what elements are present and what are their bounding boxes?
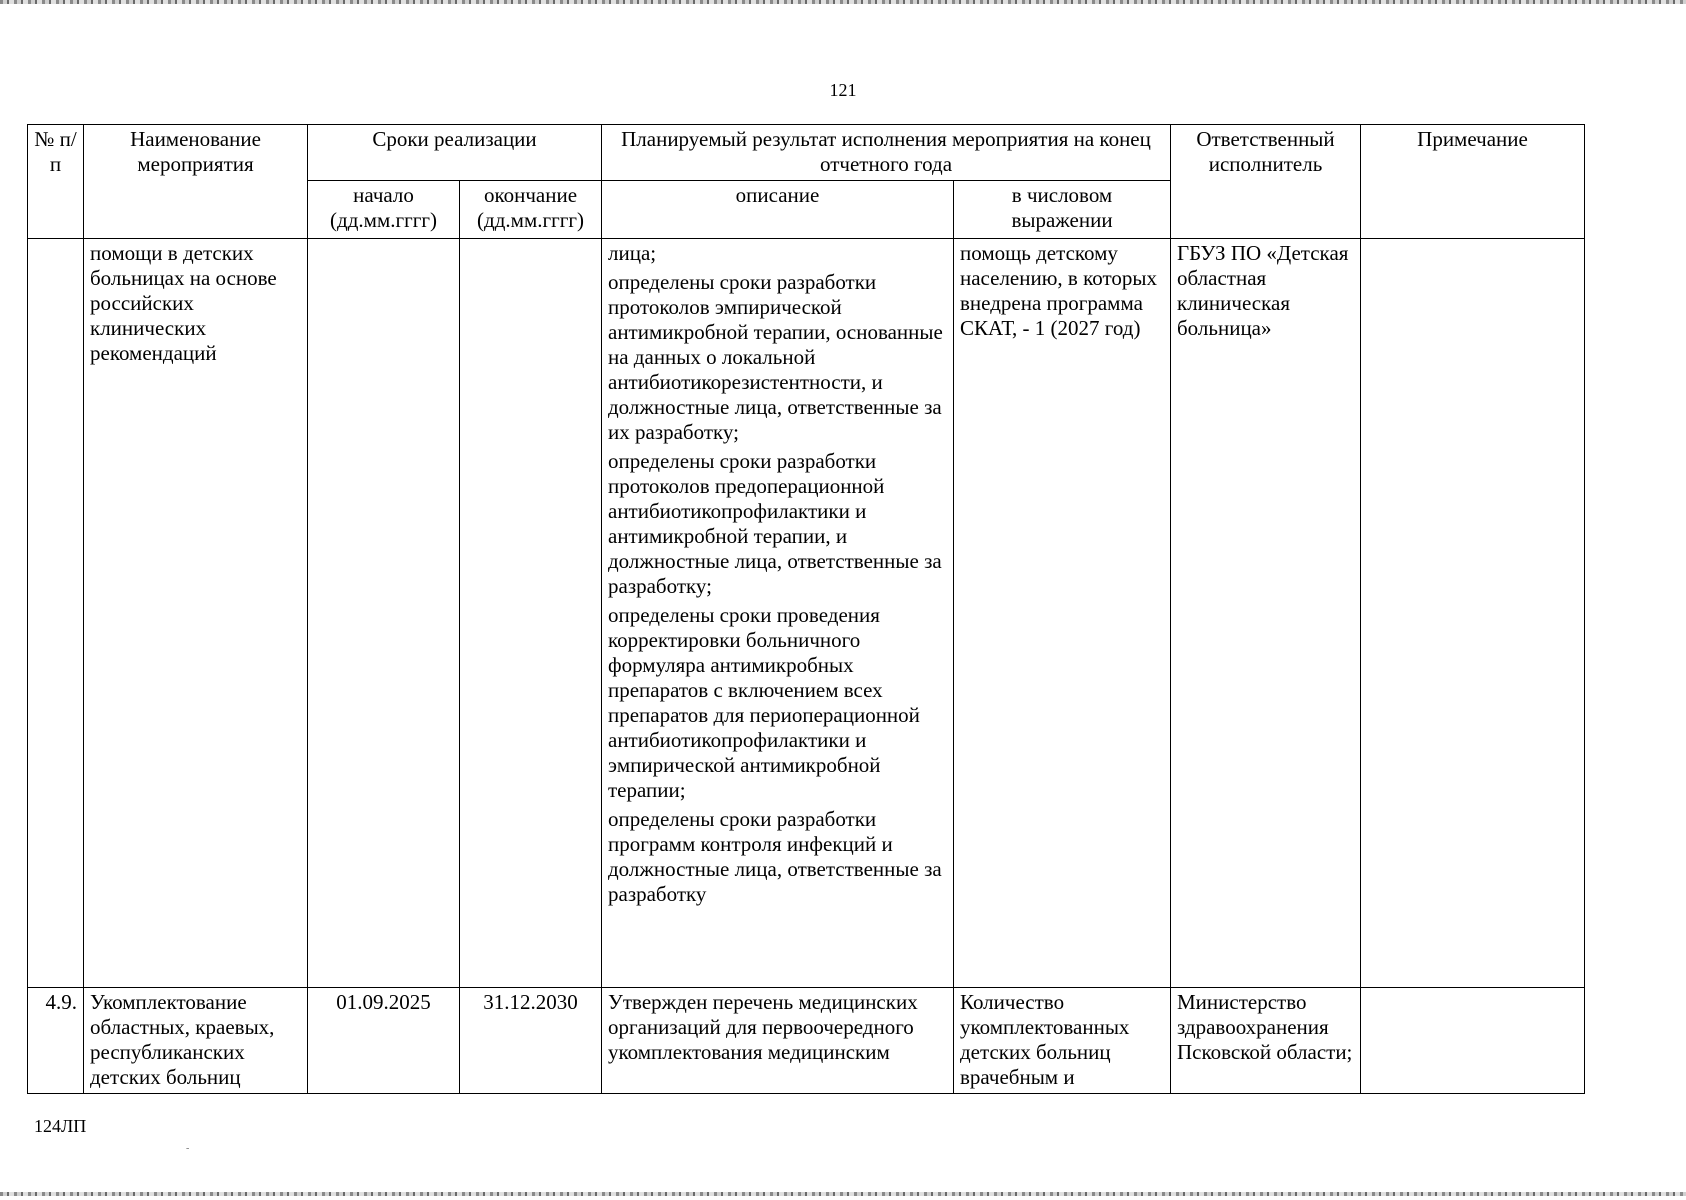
note	[1361, 239, 1585, 988]
measure-name: Укомплектование областных, краевых, республиканских детских больниц	[84, 988, 308, 1094]
header-row-1	[28, 125, 1585, 181]
header-result-desc: описание	[602, 181, 954, 239]
row-number	[28, 239, 84, 988]
row-number: 4.9.	[28, 988, 84, 1094]
responsible-executor: ГБУЗ ПО «Детская областная клиническая больница»	[1171, 239, 1361, 988]
header-responsible: Ответственный исполнитель	[1171, 125, 1361, 239]
header-name: Наименование мероприятия	[84, 125, 308, 239]
description-paragraph: определены сроки разработки программ контроля инфекций и должностные лица, ответственные за разработку	[608, 807, 942, 906]
scan-edge-bottom	[0, 1192, 1686, 1196]
measure-name: помощи в детских больницах на основе российских клинических рекомендаций	[84, 239, 308, 988]
header-terms: Сроки реализации	[308, 125, 602, 181]
table-row	[28, 988, 1585, 1094]
start-date	[308, 239, 460, 988]
measures-table	[27, 124, 1585, 1094]
end-date	[460, 239, 602, 988]
result-numeric: помощь детскому населению, в которых внедрена программа СКАТ, - 1 (2027 год)	[954, 239, 1171, 988]
responsible-executor: Министерство здравоохранения Псковской области;	[1171, 988, 1361, 1094]
note	[1361, 988, 1585, 1094]
table-row	[28, 239, 1585, 988]
description-paragraph: Утвержден перечень медицинских организаций для первоочередного укомплектования медицинским	[608, 990, 918, 1064]
header-result: Планируемый результат исполнения мероприятия на конец отчетного года	[602, 125, 1171, 181]
footer-code: 124ЛП	[34, 1116, 87, 1136]
scan-edge-top	[0, 0, 1686, 4]
description-paragraph: определены сроки разработки протоколов предоперационной антибиотикопрофилактики и антимикробной терапии, и должностные лица, ответственные за разработку;	[608, 449, 942, 598]
header-note: Примечание	[1361, 125, 1585, 239]
description-paragraph: определены сроки разработки протоколов эмпирической антимикробной терапии, основанные на данных о локальной антибиотикорезистентности, и должностные лица, ответственные за их разработку;	[608, 270, 943, 444]
description-paragraph: лица;	[608, 241, 657, 265]
end-date: 31.12.2030	[460, 988, 602, 1094]
result-numeric: Количество укомплектованных детских больниц врачебным и	[954, 988, 1171, 1094]
start-date: 01.09.2025	[308, 988, 460, 1094]
scan-artifact: -	[186, 1143, 190, 1154]
page-number: 121	[829, 80, 857, 100]
header-terms-end: окончание (дд.мм.гггг)	[460, 181, 602, 239]
result-description	[602, 988, 954, 1094]
header-result-numeric: в числовом выражении	[954, 181, 1171, 239]
header-terms-start: начало (дд.мм.гггг)	[308, 181, 460, 239]
description-paragraph: определены сроки проведения корректировки больничного формуляра антимикробных препаратов с включением всех препаратов для периоперационной антибиотикопрофилактики и эмпирической антимикробной терапии;	[608, 603, 920, 802]
header-num: № п/п	[28, 125, 84, 239]
result-description	[602, 239, 954, 988]
